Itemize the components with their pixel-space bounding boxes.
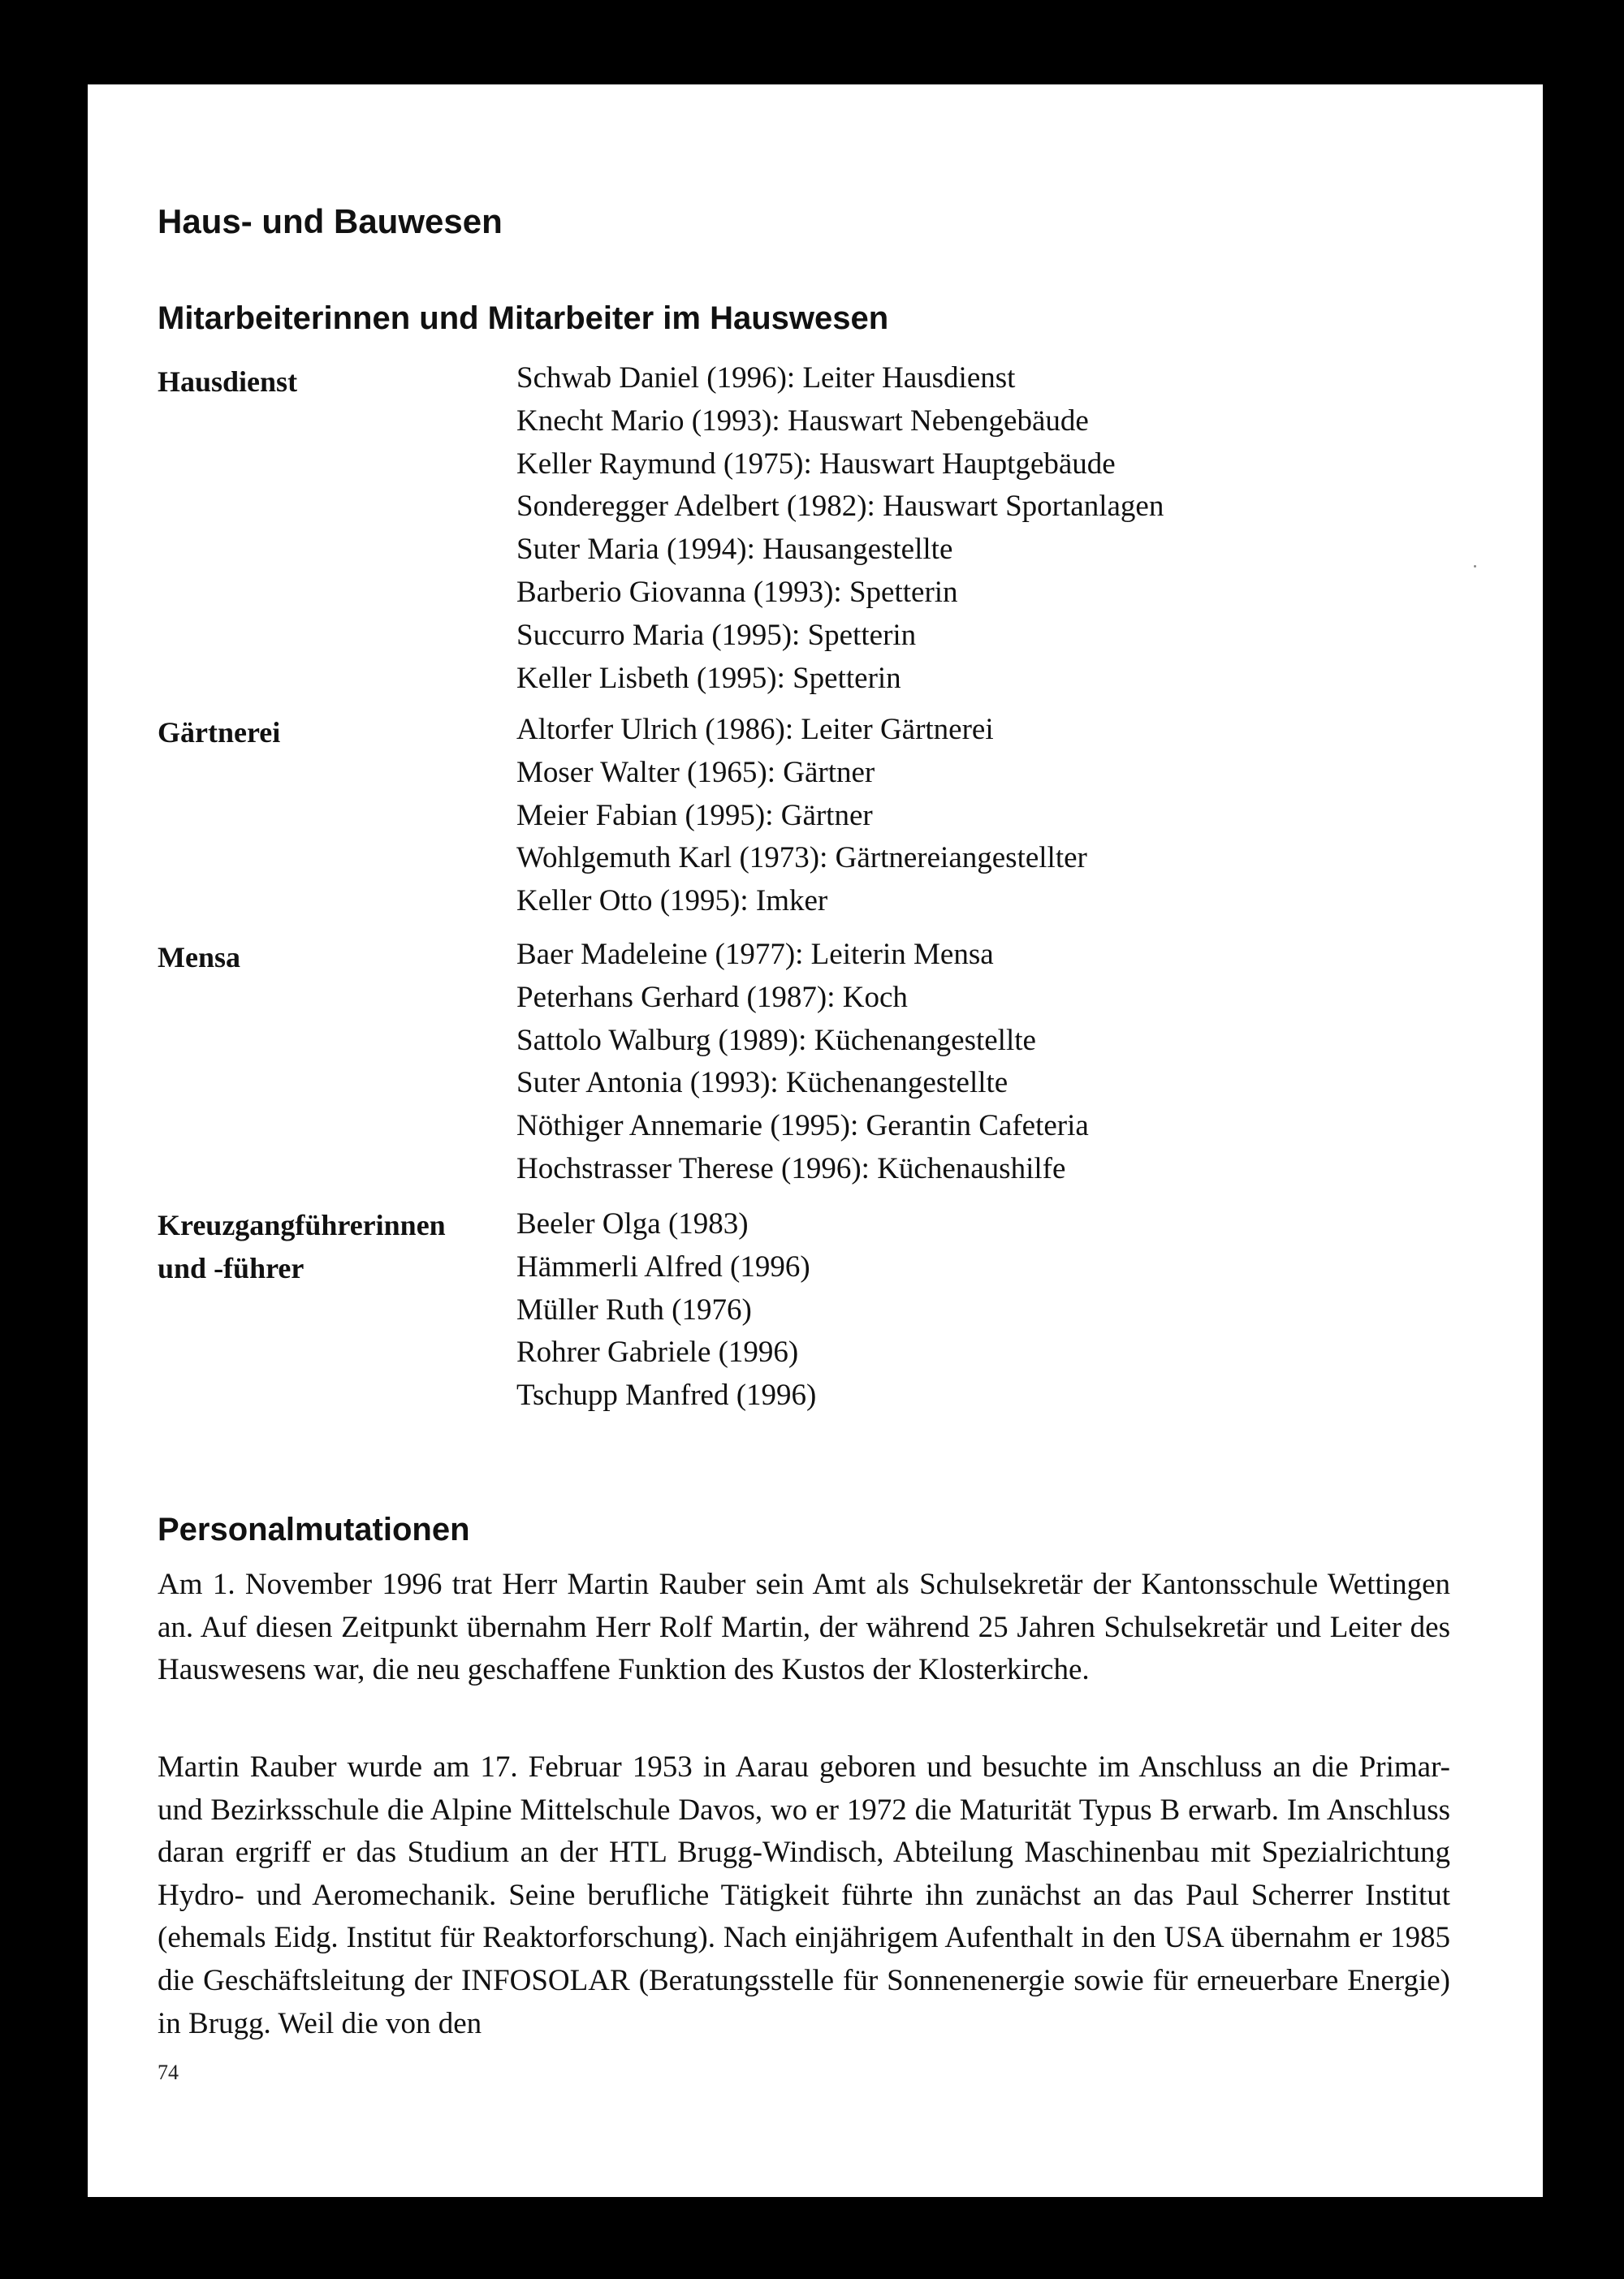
list-item: Suter Maria (1994): Hausangestellte: [516, 533, 953, 567]
list-item: Rohrer Gabriele (1996): [516, 1336, 799, 1370]
list-item: Beeler Olga (1983): [516, 1207, 749, 1241]
list-item: Suter Antonia (1993): Küchenangestellte: [516, 1066, 1009, 1100]
list-item: Knecht Mario (1993): Hauswart Nebengebäude: [516, 404, 1089, 438]
section-label-kreuzgang: [158, 1204, 446, 1290]
mutations-paragraph-2: Martin Rauber wurde am 17. Februar 1953 in Aarau geboren und besuchte im Anschluss an die Primar- und Bezirksschule die Alpine Mittelschule Davos, wo er 1972 die Maturität Typus B erwarb. Im Anschluss daran ergriff er das Studium an der HTL Brugg-Windisch, Abteilung Maschinenbau mit Spezialrichtung Hydro- und Aeromechanik. Seine berufliche Tätigkeit führte ihn zunächst an das Paul Scherrer Institut (ehemals Eidg. Institut für Reaktorforschung). Nach einjährigem Aufenthalt in den USA übernahm er 1985 die Geschäftsleitung der INFOSOLAR (Beratungsstelle für Sonnenenergie sowie für erneuerbare Energie) in Brugg. Weil die von den: [158, 1750, 1450, 2040]
section-label-gaertnerei: Gärtnerei: [158, 716, 281, 749]
scan-speck: [1474, 565, 1476, 568]
list-item: Succurro Maria (1995): Spetterin: [516, 618, 917, 652]
list-item: Wohlgemuth Karl (1973): Gärtnereiangestellter: [516, 841, 1087, 875]
list-item: Hämmerli Alfred (1996): [516, 1250, 810, 1284]
staff-heading: Mitarbeiterinnen und Mitarbeiter im Hauswesen: [158, 300, 889, 336]
list-item: Barberio Giovanna (1993): Spetterin: [516, 575, 958, 609]
section-list-hausdienst: [516, 357, 1164, 700]
list-item: Hochstrasser Therese (1996): Küchenaushilfe: [516, 1151, 1066, 1185]
section-label-hausdienst: Hausdienst: [158, 365, 298, 398]
section-label-mensa: Mensa: [158, 941, 240, 973]
section-list-gaertnerei: [516, 709, 1087, 923]
list-item: Moser Walter (1965): Gärtner: [516, 755, 875, 789]
page-number: 74: [158, 2061, 179, 2084]
list-item: Schwab Daniel (1996): Leiter Hausdienst: [516, 361, 1016, 395]
section-label-line: Kreuzgangführerinnen: [158, 1209, 446, 1241]
list-item: Altorfer Ulrich (1986): Leiter Gärtnerei: [516, 713, 994, 746]
list-item: Sattolo Walburg (1989): Küchenangestellte: [516, 1023, 1036, 1057]
section-label-line: und -führer: [158, 1252, 304, 1284]
list-item: Tschupp Manfred (1996): [516, 1379, 817, 1413]
list-item: Meier Fabian (1995): Gärtner: [516, 798, 873, 832]
list-item: Keller Raymund (1975): Hauswart Hauptgebäude: [516, 447, 1116, 481]
section-list-mensa: [516, 934, 1089, 1191]
list-item: Sonderegger Adelbert (1982): Hauswart Sportanlagen: [516, 490, 1164, 524]
mutations-paragraph-1: Am 1. November 1996 trat Herr Martin Rauber sein Amt als Schulsekretär der Kantonsschule Wettingen an. Auf diesen Zeitpunkt übernahm Herr Rolf Martin, der während 25 Jahren Schulsekretär und Leiter des Hauswesens war, die neu geschaffene Funktion des Kustos der Klosterkirche.: [158, 1568, 1450, 1687]
list-item: Nöthiger Annemarie (1995): Gerantin Cafeteria: [516, 1109, 1089, 1143]
list-item: Peterhans Gerhard (1987): Koch: [516, 980, 908, 1014]
list-item: Keller Lisbeth (1995): Spetterin: [516, 661, 901, 695]
page-title: Haus- und Bauwesen: [158, 202, 503, 240]
list-item: Keller Otto (1995): Imker: [516, 884, 828, 918]
list-item: Müller Ruth (1976): [516, 1293, 752, 1327]
section-list-kreuzgang: [516, 1203, 816, 1418]
mutations-heading: Personalmutationen: [158, 1512, 470, 1547]
list-item: Baer Madeleine (1977): Leiterin Mensa: [516, 938, 994, 971]
